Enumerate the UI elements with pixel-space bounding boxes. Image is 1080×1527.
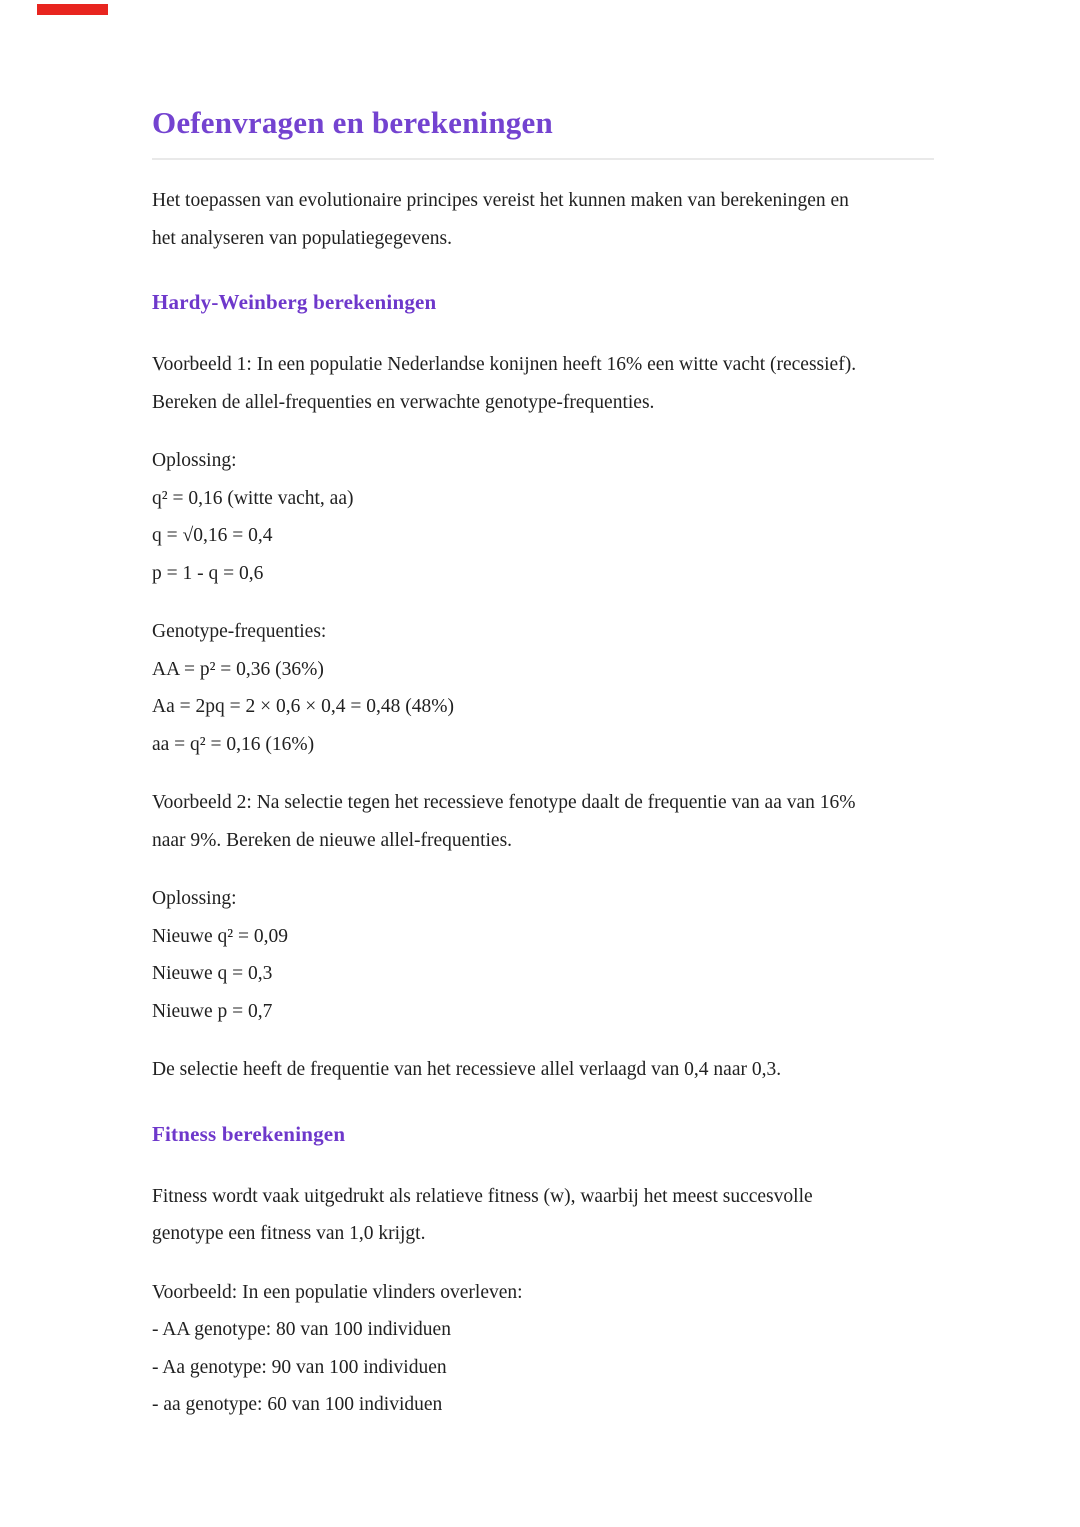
paragraph-line: Het toepassen van evolutionaire principes vereist het kunnen maken van berekeningen en bbox=[152, 190, 849, 211]
section-heading-fitness: Fitness berekeningen bbox=[152, 1121, 346, 1146]
solution2-block bbox=[152, 880, 934, 1030]
formula-line: aa = q² = 0,16 (16%) bbox=[152, 733, 315, 755]
page-title: Oefenvragen en berekeningen bbox=[152, 105, 553, 140]
paragraph-line: genotype een fitness van 1,0 krijgt. bbox=[152, 1223, 426, 1244]
example1-paragraph bbox=[152, 346, 934, 421]
fitness-intro-paragraph bbox=[152, 1178, 934, 1253]
formula-line: Nieuwe q = 0,3 bbox=[152, 963, 273, 984]
document-page bbox=[152, 0, 934, 1445]
intro-paragraph bbox=[152, 182, 934, 257]
paragraph-line: Bereken de allel-frequenties en verwachte genotype-frequenties. bbox=[152, 391, 655, 413]
formula-line: q² = 0,16 (witte vacht, aa) bbox=[152, 487, 354, 509]
title-divider bbox=[152, 158, 934, 160]
genotype-label: Genotype-frequenties: bbox=[152, 621, 327, 642]
example2-paragraph bbox=[152, 784, 934, 859]
formula-line: p = 1 - q = 0,6 bbox=[152, 562, 264, 584]
paragraph-line: De selectie heeft de frequentie van het recessieve allel verlaagd van 0,4 naar 0,3. bbox=[152, 1059, 782, 1080]
solution-label: Oplossing: bbox=[152, 450, 237, 471]
formula-line: AA = p² = 0,36 (36%) bbox=[152, 658, 324, 680]
fitness-example-block bbox=[152, 1274, 934, 1424]
paragraph-line: Voorbeeld 2: Na selectie tegen het recessieve fenotype daalt de frequentie van aa van 16% bbox=[152, 792, 856, 813]
list-item: - Aa genotype: 90 van 100 individuen bbox=[152, 1356, 447, 1378]
list-item: - aa genotype: 60 van 100 individuen bbox=[152, 1394, 443, 1415]
paragraph-line: Fitness wordt vaak uitgedrukt als relatieve fitness (w), waarbij het meest succesvolle bbox=[152, 1185, 813, 1207]
list-item: - AA genotype: 80 van 100 individuen bbox=[152, 1319, 451, 1340]
genotype-frequencies-block bbox=[152, 613, 934, 763]
formula-line: Nieuwe q² = 0,09 bbox=[152, 925, 288, 947]
paragraph-line: naar 9%. Bereken de nieuwe allel-frequenties. bbox=[152, 829, 513, 851]
solution1-block bbox=[152, 442, 934, 592]
solution-label: Oplossing: bbox=[152, 888, 237, 909]
formula-line: Aa = 2pq = 2 × 0,6 × 0,4 = 0,48 (48%) bbox=[152, 696, 454, 717]
section-heading-hardy-weinberg: Hardy-Weinberg berekeningen bbox=[152, 290, 437, 314]
paragraph-line: Voorbeeld 1: In een populatie Nederlandse konijnen heeft 16% een witte vacht (recessief). bbox=[152, 354, 857, 375]
conclusion-paragraph bbox=[152, 1051, 934, 1089]
paragraph-line: Voorbeeld: In een populatie vlinders overleven: bbox=[152, 1281, 523, 1303]
formula-line: q = √0,16 = 0,4 bbox=[152, 525, 273, 546]
formula-line: Nieuwe p = 0,7 bbox=[152, 1000, 273, 1022]
red-marker bbox=[37, 4, 108, 15]
paragraph-line: het analyseren van populatiegegevens. bbox=[152, 227, 452, 249]
